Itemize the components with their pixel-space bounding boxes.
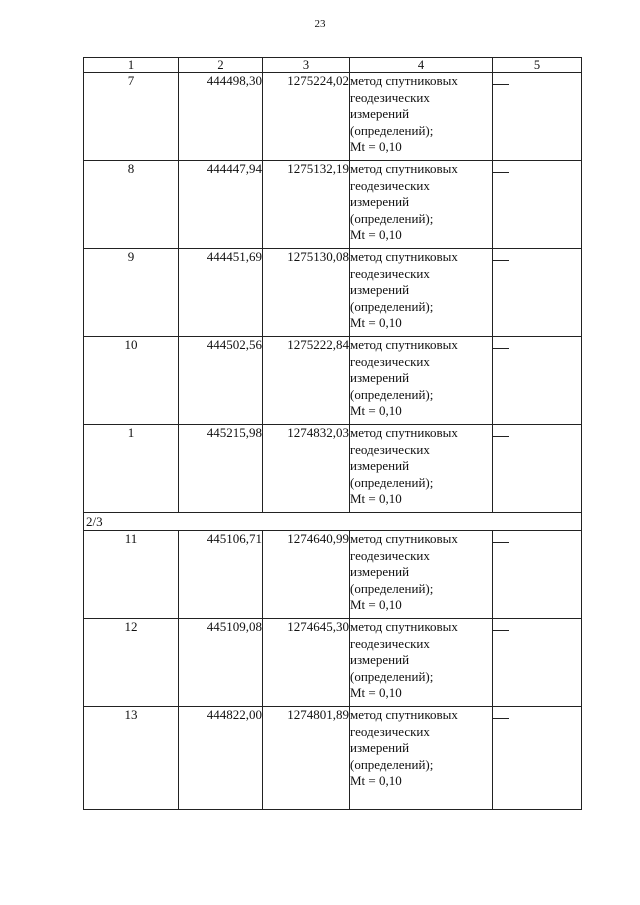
dash-mark (493, 718, 509, 719)
method-line: (определений); (350, 668, 434, 684)
column-header-5: 5 (493, 58, 582, 73)
method-line: Mt = 0,10 (350, 773, 402, 788)
section-label: 2/3 (84, 513, 582, 531)
method-line: измерений (350, 458, 410, 473)
column-header-1: 1 (84, 58, 179, 73)
method-line: (определений); (350, 210, 434, 226)
x-coordinate-cell: 444498,30 (179, 73, 263, 161)
page-number: 23 (314, 18, 326, 30)
method-line: Mt = 0,10 (350, 491, 402, 506)
point-number-cell: 7 (84, 73, 179, 161)
note-cell (493, 337, 582, 425)
y-coordinate-cell: 1275132,19 (263, 161, 350, 249)
dash-mark (493, 542, 509, 543)
method-line: геодезических (350, 89, 430, 105)
table-row (84, 619, 582, 707)
table-row (84, 73, 582, 161)
point-number-cell: 8 (84, 161, 179, 249)
method-line: (определений); (350, 580, 434, 596)
method-line: геодезических (350, 265, 430, 281)
method-line: измерений (350, 564, 410, 579)
method-line: метод спутниковых (350, 249, 458, 264)
method-line: Mt = 0,10 (350, 139, 402, 154)
method-line: (определений); (350, 386, 434, 402)
column-header-3: 3 (263, 58, 350, 73)
method-cell (350, 425, 493, 513)
dash-mark (493, 172, 509, 173)
point-number-cell: 11 (84, 531, 179, 619)
method-line: (определений); (350, 756, 434, 772)
x-coordinate-cell: 444447,94 (179, 161, 263, 249)
method-line: метод спутниковых (350, 707, 458, 722)
point-number-cell: 13 (84, 707, 179, 810)
dash-mark (493, 348, 509, 349)
table-body-group-1 (84, 73, 582, 513)
note-cell (493, 249, 582, 337)
point-number-cell: 9 (84, 249, 179, 337)
x-coordinate-cell: 445215,98 (179, 425, 263, 513)
table-row (84, 707, 582, 810)
dash-mark (493, 630, 509, 631)
method-line: геодезических (350, 441, 430, 457)
y-coordinate-cell: 1275222,84 (263, 337, 350, 425)
y-coordinate-cell: 1275224,02 (263, 73, 350, 161)
method-line: (определений); (350, 474, 434, 490)
x-coordinate-cell: 444502,56 (179, 337, 263, 425)
method-line: Mt = 0,10 (350, 315, 402, 330)
method-line: метод спутниковых (350, 531, 458, 546)
y-coordinate-cell: 1274645,30 (263, 619, 350, 707)
coordinates-table (83, 57, 582, 810)
y-coordinate-cell: 1274832,03 (263, 425, 350, 513)
note-cell (493, 707, 582, 810)
dash-mark (493, 84, 509, 85)
note-cell (493, 425, 582, 513)
method-line: метод спутниковых (350, 425, 458, 440)
section-row (84, 513, 582, 531)
note-cell (493, 73, 582, 161)
point-number-cell: 1 (84, 425, 179, 513)
point-number-cell: 12 (84, 619, 179, 707)
method-cell (350, 161, 493, 249)
y-coordinate-cell: 1275130,08 (263, 249, 350, 337)
table-row (84, 425, 582, 513)
dash-mark (493, 436, 509, 437)
method-line: геодезических (350, 353, 430, 369)
x-coordinate-cell: 444451,69 (179, 249, 263, 337)
y-coordinate-cell: 1274801,89 (263, 707, 350, 810)
column-header-4: 4 (350, 58, 493, 73)
point-number-cell: 10 (84, 337, 179, 425)
method-cell (350, 531, 493, 619)
note-cell (493, 161, 582, 249)
method-line: измерений (350, 194, 410, 209)
note-cell (493, 531, 582, 619)
method-cell (350, 619, 493, 707)
method-line: измерений (350, 282, 410, 297)
table-row (84, 161, 582, 249)
x-coordinate-cell: 445106,71 (179, 531, 263, 619)
dash-mark (493, 260, 509, 261)
x-coordinate-cell: 445109,08 (179, 619, 263, 707)
method-line: Mt = 0,10 (350, 597, 402, 612)
method-line: Mt = 0,10 (350, 403, 402, 418)
method-line: метод спутниковых (350, 161, 458, 176)
table-row (84, 531, 582, 619)
method-line: метод спутниковых (350, 73, 458, 88)
method-cell (350, 337, 493, 425)
column-header-2: 2 (179, 58, 263, 73)
method-cell (350, 707, 493, 810)
method-line: метод спутниковых (350, 337, 458, 352)
method-line: измерений (350, 370, 410, 385)
method-cell (350, 249, 493, 337)
method-line: геодезических (350, 547, 430, 563)
method-line: метод спутниковых (350, 619, 458, 634)
method-line: Mt = 0,10 (350, 685, 402, 700)
method-line: (определений); (350, 298, 434, 314)
y-coordinate-cell: 1274640,99 (263, 531, 350, 619)
method-line: измерений (350, 106, 410, 121)
section-row-group (84, 513, 582, 531)
table-row (84, 249, 582, 337)
table-row (84, 337, 582, 425)
method-line: Mt = 0,10 (350, 227, 402, 242)
table-header-row (84, 58, 582, 73)
method-line: измерений (350, 652, 410, 667)
x-coordinate-cell: 444822,00 (179, 707, 263, 810)
method-line: геодезических (350, 723, 430, 739)
table-body-group-2 (84, 531, 582, 810)
method-line: геодезических (350, 635, 430, 651)
method-line: геодезических (350, 177, 430, 193)
method-line: (определений); (350, 122, 434, 138)
note-cell (493, 619, 582, 707)
method-line: измерений (350, 740, 410, 755)
method-cell (350, 73, 493, 161)
